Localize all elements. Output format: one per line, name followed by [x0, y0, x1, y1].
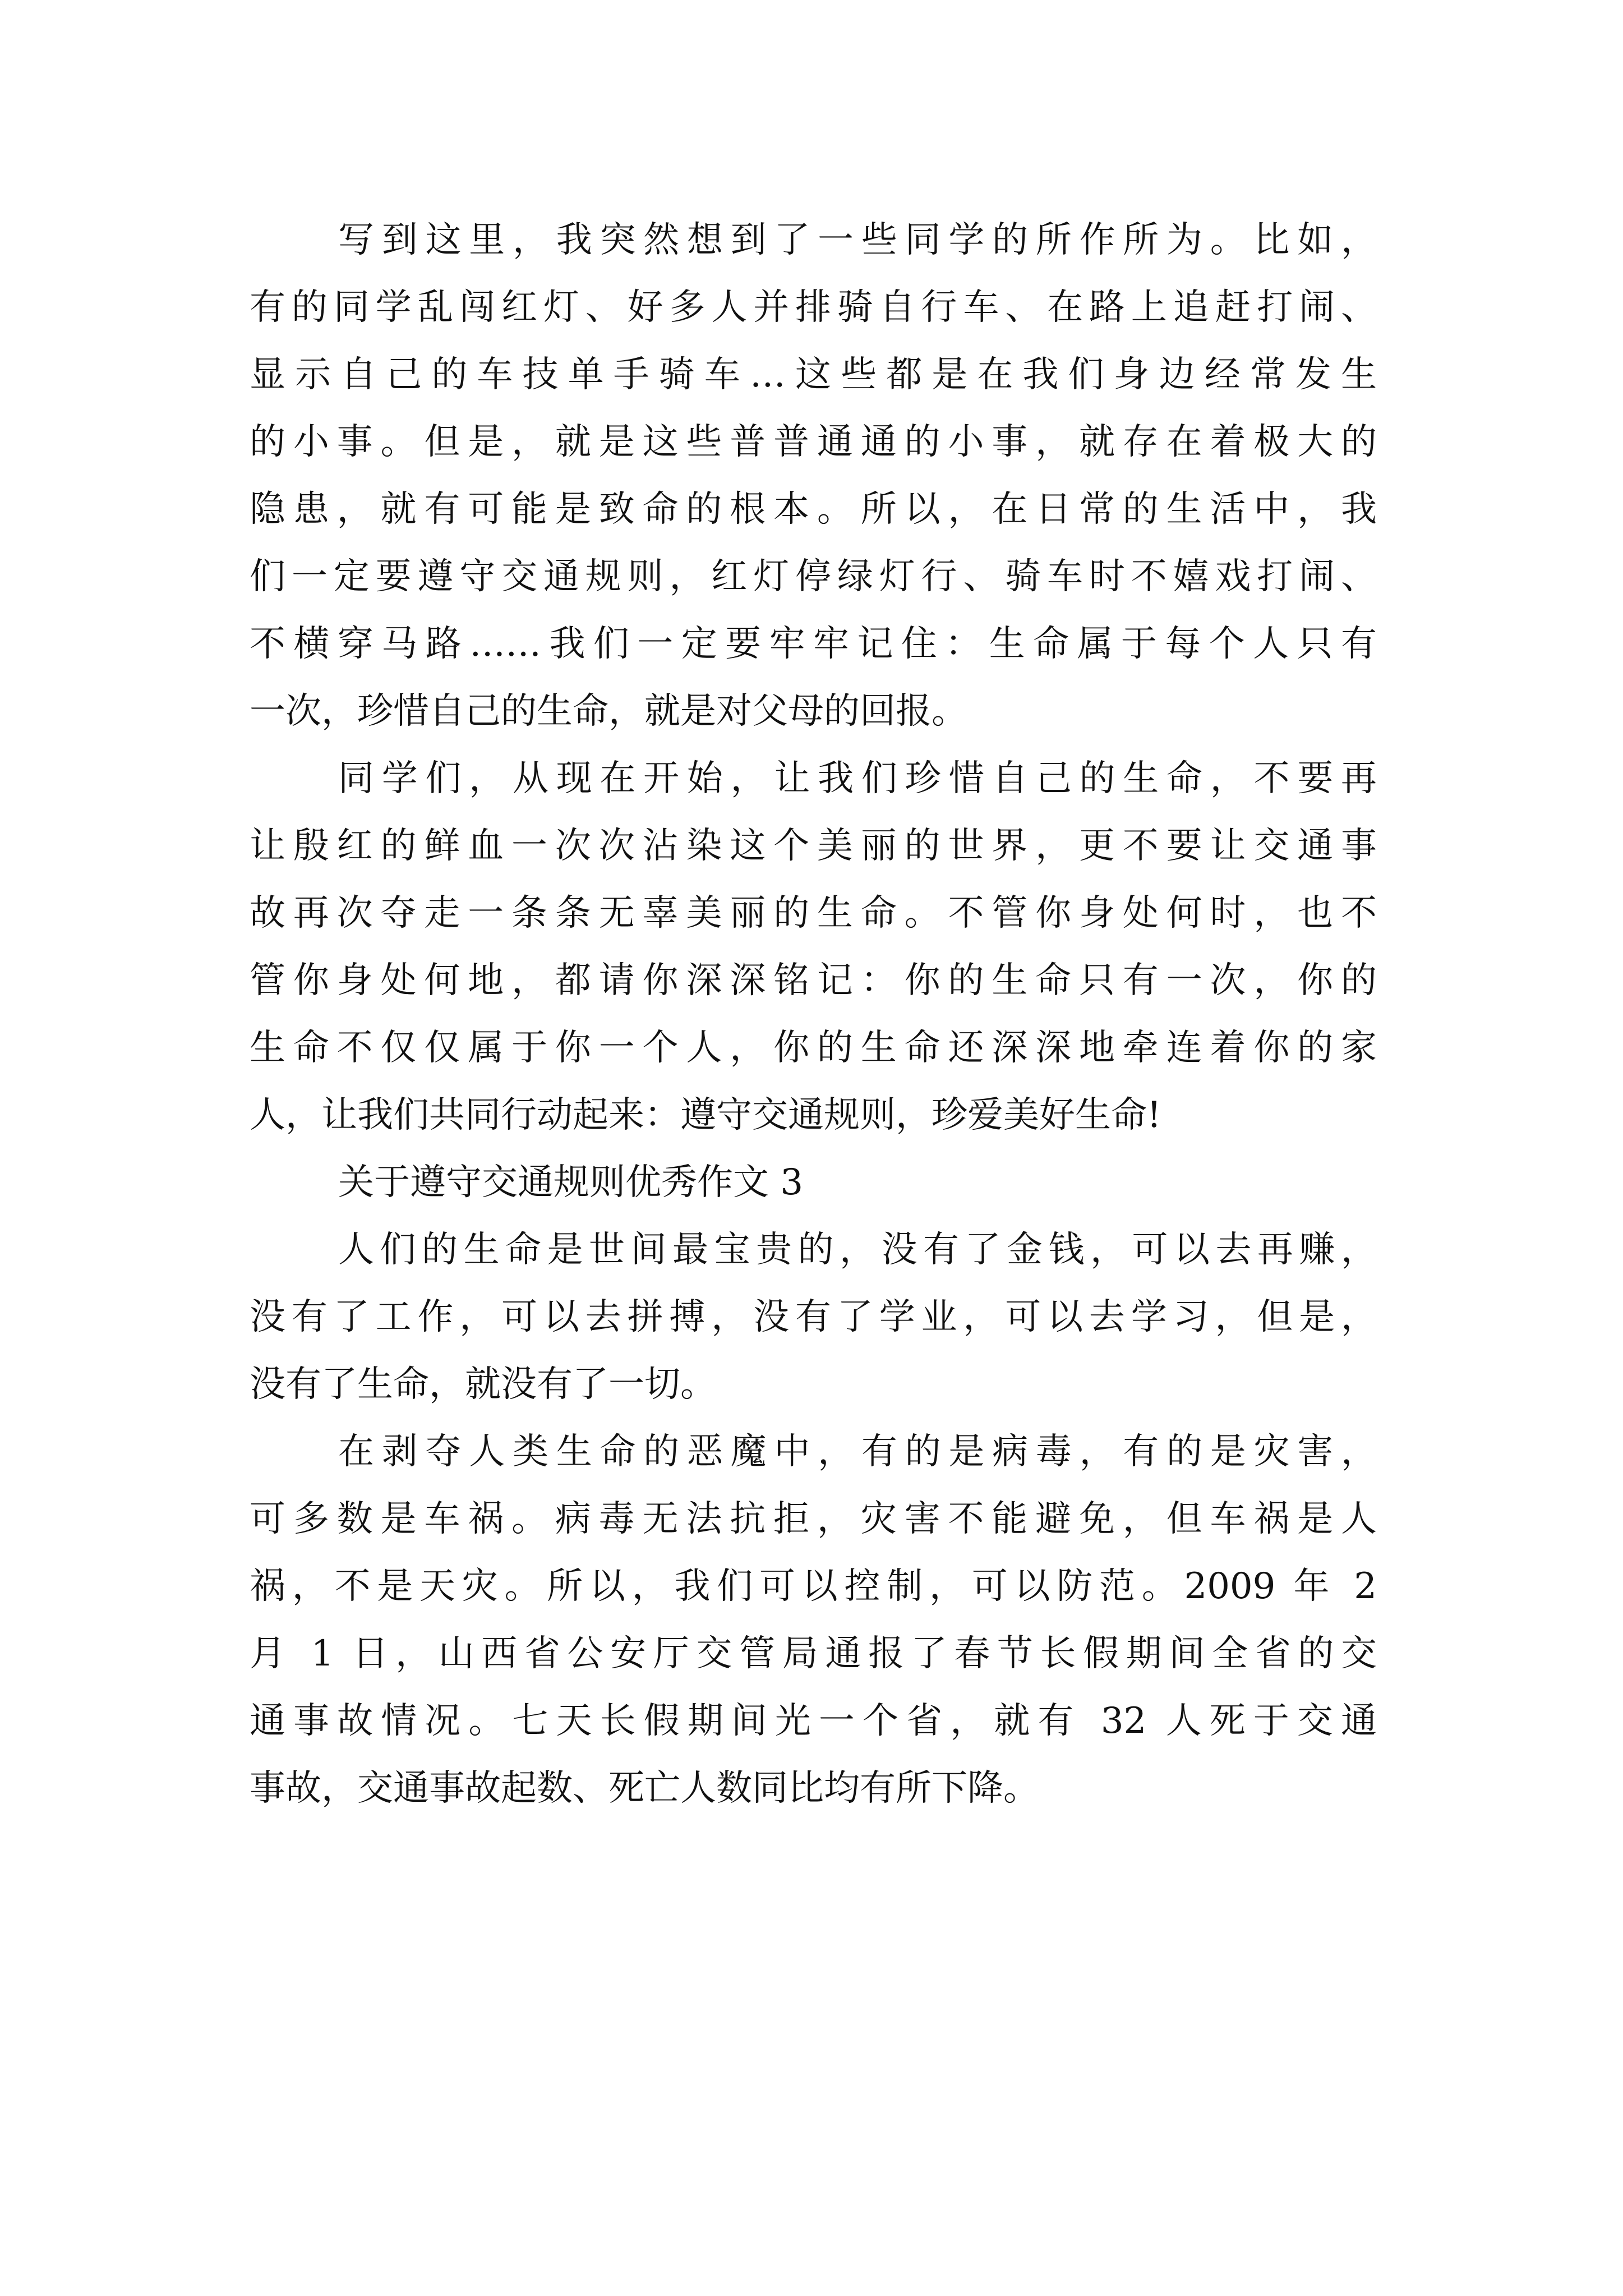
text-line: 人，让我们共同行动起来：遵守交通规则，珍爱美好生命!	[250, 1094, 1161, 1136]
text-line: 的小事。但是，就是这些普普通通的小事，就存在着极大的	[250, 421, 1377, 463]
text-line: 在剥夺人类生命的恶魔中，有的是病毒，有的是灾害，	[338, 1431, 1377, 1473]
text-line: 同学们，从现在开始，让我们珍惜自己的生命，不要再	[338, 758, 1377, 799]
text-line: 让殷红的鲜血一次次沾染这个美丽的世界，更不要让交通事	[250, 825, 1377, 867]
text-line: 一次，珍惜自己的生命，就是对父母的回报。	[250, 691, 967, 732]
text-line: 有的同学乱闯红灯、好多人并排骑自行车、在路上追赶打闹、	[250, 287, 1377, 328]
text-line: 可多数是车祸。病毒无法抗拒，灾害不能避免，但车祸是人	[250, 1498, 1377, 1540]
section-heading: 关于遵守交通规则优秀作文 3	[338, 1162, 804, 1203]
text-line: 故再次夺走一条条无辜美丽的生命。不管你身处何时，也不	[250, 892, 1377, 934]
text-line: 显示自己的车技单手骑车…这些都是在我们身边经常发生	[250, 354, 1377, 395]
text-line: 隐患，就有可能是致命的根本。所以，在日常的生活中，我	[250, 489, 1377, 530]
text-line: 没有了工作，可以去拼搏，没有了学业，可以去学习，但是，	[250, 1296, 1377, 1338]
text-line: 祸，不是天灾。所以，我们可以控制，可以防范。2009 年 2	[250, 1566, 1377, 1607]
text-line: 不横穿马路……我们一定要牢牢记住：生命属于每个人只有	[250, 623, 1377, 665]
text-line: 们一定要遵守交通规则，红灯停绿灯行、骑车时不嬉戏打闹、	[250, 556, 1377, 597]
document-body	[250, 206, 1377, 1822]
text-line: 事故，交通事故起数、死亡人数同比均有所下降。	[250, 1768, 1039, 1809]
text-line: 没有了生命，就没有了一切。	[250, 1364, 716, 1405]
text-line: 写到这里，我突然想到了一些同学的所作所为。比如，	[338, 219, 1377, 261]
text-line: 生命不仅仅属于你一个人，你的生命还深深地牵连着你的家	[250, 1027, 1377, 1069]
text-line: 人们的生命是世间最宝贵的，没有了金钱，可以去再赚，	[338, 1229, 1377, 1271]
text-line: 管你身处何地，都请你深深铭记：你的生命只有一次，你的	[250, 960, 1377, 1001]
text-line: 通事故情况。七天长假期间光一个省，就有 32 人死于交通	[250, 1700, 1377, 1742]
text-line: 月 1 日，山西省公安厅交管局通报了春节长假期间全省的交	[250, 1633, 1377, 1674]
